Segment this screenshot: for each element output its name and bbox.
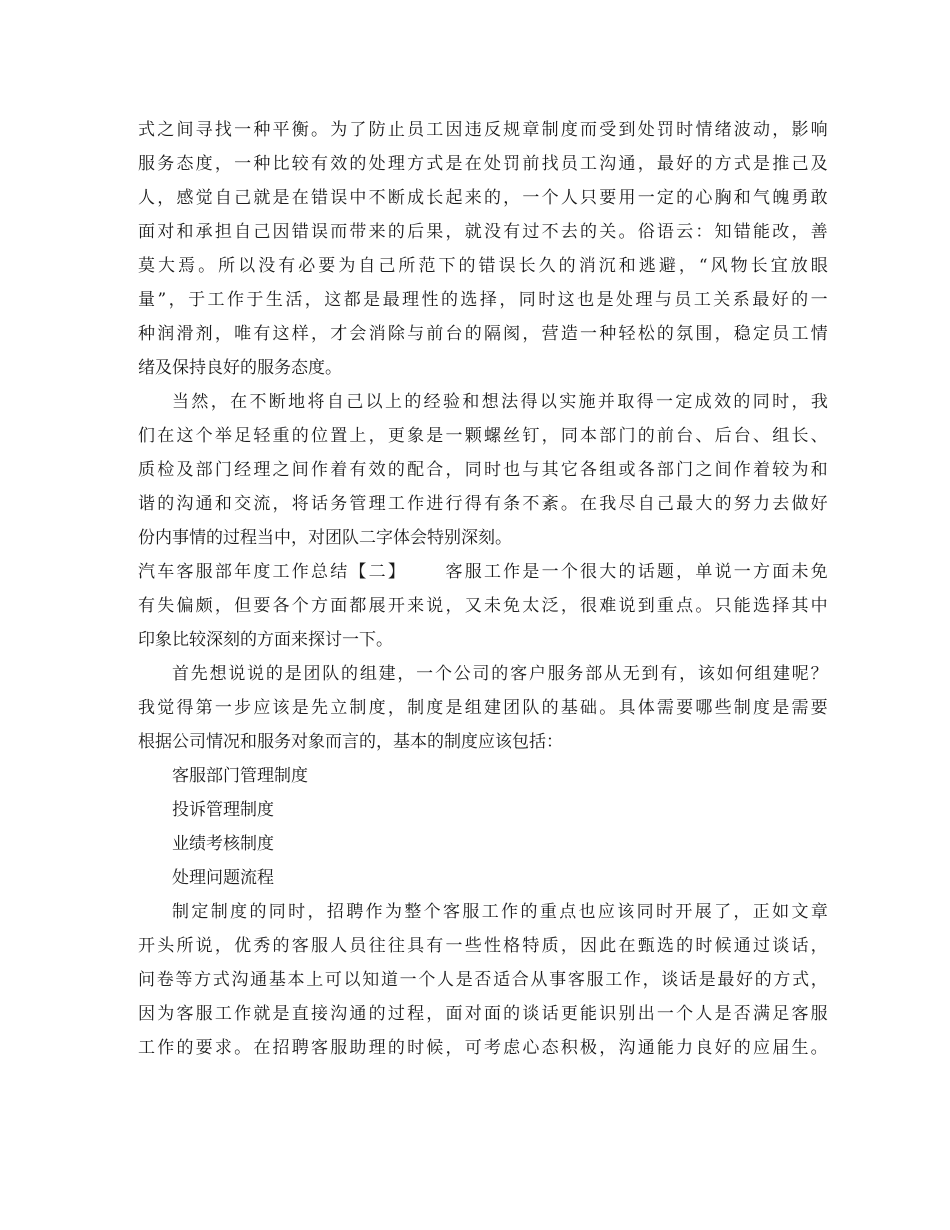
list-item: 投诉管理制度 xyxy=(172,800,274,820)
text-line: 工 作 的 要 求 。 在 招 聘 客 服 助 理 的 时 候 ， 可 考 虑 心 态 积 极 ， 沟 通 能 力 良 好 的 应 届 生 。 xyxy=(138,1038,828,1058)
paragraph-first-line: 当 然 ， 在 不 断 地 将 自 己 以 上 的 经 验 和 想 法 得 以 实 施 并 取 得 一 定 成 效 的 同 时 ， 我 xyxy=(172,392,828,412)
text-line: 量 ” ， 于 工 作 于 生 活 ， 这 都 是 最 理 性 的 选 择 ， 同 时 这 也 是 处 理 与 员 工 关 系 最 好 的 一 xyxy=(138,290,828,310)
text-line: 份内事情的过程当中，对团队二字体会特别深刻。 xyxy=(138,528,512,548)
paragraph-first-line: 首 先 想 说 说 的 是 团 队 的 组 建 ， 一 个 公 司 的 客 户 服 务 部 从 无 到 有 ， 该 如 何 组 建 呢 ？ xyxy=(172,664,828,684)
section-heading-line: 汽 车 客 服 部 年 度 工 作 总 结 【 二 】 客 服 工 作 是 一 个 很 大 的 话 题 ， 单 说 一 方 面 未 免 xyxy=(138,562,828,582)
list-item: 处理问题流程 xyxy=(172,868,274,888)
text-line: 服 务 态 度 ， 一 种 比 较 有 效 的 处 理 方 式 是 在 处 罚 前 找 员 工 沟 通 ， 最 好 的 方 式 是 推 己 及 xyxy=(138,154,828,174)
text-line: 我 觉 得 第 一 步 应 该 是 先 立 制 度 ， 制 度 是 组 建 团 队 的 基 础 。 具 体 需 要 哪 些 制 度 是 需 要 xyxy=(138,698,828,718)
text-line: 质 检 及 部 门 经 理 之 间 作 着 有 效 的 配 合 ， 同 时 也 与 其 它 各 组 或 各 部 门 之 间 作 着 较 为 和 xyxy=(138,460,828,480)
document-body xyxy=(138,113,828,1065)
text-line: 们 在 这 个 举 足 轻 重 的 位 置 上 ， 更 象 是 一 颗 螺 丝 钉 ， 同 本 部 门 的 前 台 、 后 台 、 组 长 、 xyxy=(138,426,828,446)
text-line: 谐 的 沟 通 和 交 流 ， 将 话 务 管 理 工 作 进 行 得 有 条 不 紊 。 在 我 尽 自 己 最 大 的 努 力 去 做 好 xyxy=(138,494,828,514)
text-line: 莫 大 焉 。 所 以 没 有 必 要 为 自 己 所 范 下 的 错 误 长 久 的 消 沉 和 逃 避 ， “ 风 物 长 宜 放 眼 xyxy=(138,256,828,276)
text-line: 因 为 客 服 工 作 就 是 直 接 沟 通 的 过 程 ， 面 对 面 的 谈 话 更 能 识 别 出 一 个 人 是 否 满 足 客 服 xyxy=(138,1004,828,1024)
text-line: 人 ， 感 觉 自 己 就 是 在 错 误 中 不 断 成 长 起 来 的 ， 一 个 人 只 要 用 一 定 的 心 胸 和 气 魄 勇 敢 xyxy=(138,188,828,208)
text-line: 种 润 滑 剂 ， 唯 有 这 样 ， 才 会 消 除 与 前 台 的 隔 阂 ， 营 造 一 种 轻 松 的 氛 围 ， 稳 定 员 工 情 xyxy=(138,324,828,344)
text-line: 开 头 所 说 ， 优 秀 的 客 服 人 员 往 往 具 有 一 些 性 格 特 质 ， 因 此 在 甄 选 的 时 候 通 过 谈 话 ， xyxy=(138,936,828,956)
text-line: 根据公司情况和服务对象而言的，基本的制度应该包括： xyxy=(138,732,563,752)
list-item: 客服部门管理制度 xyxy=(172,766,308,786)
text-line: 式 之 间 寻 找 一 种 平 衡 。 为 了 防 止 员 工 因 违 反 规 章 制 度 而 受 到 处 罚 时 情 绪 波 动 ， 影 响 xyxy=(138,120,828,140)
list-item: 业绩考核制度 xyxy=(172,834,274,854)
text-line: 绪及保持良好的服务态度。 xyxy=(138,358,342,378)
paragraph-first-line: 制 定 制 度 的 同 时 ， 招 聘 作 为 整 个 客 服 工 作 的 重 点 也 应 该 同 时 开 展 了 ， 正 如 文 章 xyxy=(172,902,828,922)
text-line: 有 失 偏 颇 ， 但 要 各 个 方 面 都 展 开 来 说 ， 又 未 免 太 泛 ， 很 难 说 到 重 点 。 只 能 选 择 其 中 xyxy=(138,596,828,616)
text-line: 问 卷 等 方 式 沟 通 基 本 上 可 以 知 道 一 个 人 是 否 适 合 从 事 客 服 工 作 ， 谈 话 是 最 好 的 方 式 ， xyxy=(138,970,828,990)
text-line: 面 对 和 承 担 自 己 因 错 误 而 带 来 的 后 果 ， 就 没 有 过 不 去 的 关 。 俗 语 云 ： 知 错 能 改 ， 善 xyxy=(138,222,828,242)
text-line: 印象比较深刻的方面来探讨一下。 xyxy=(138,630,393,650)
